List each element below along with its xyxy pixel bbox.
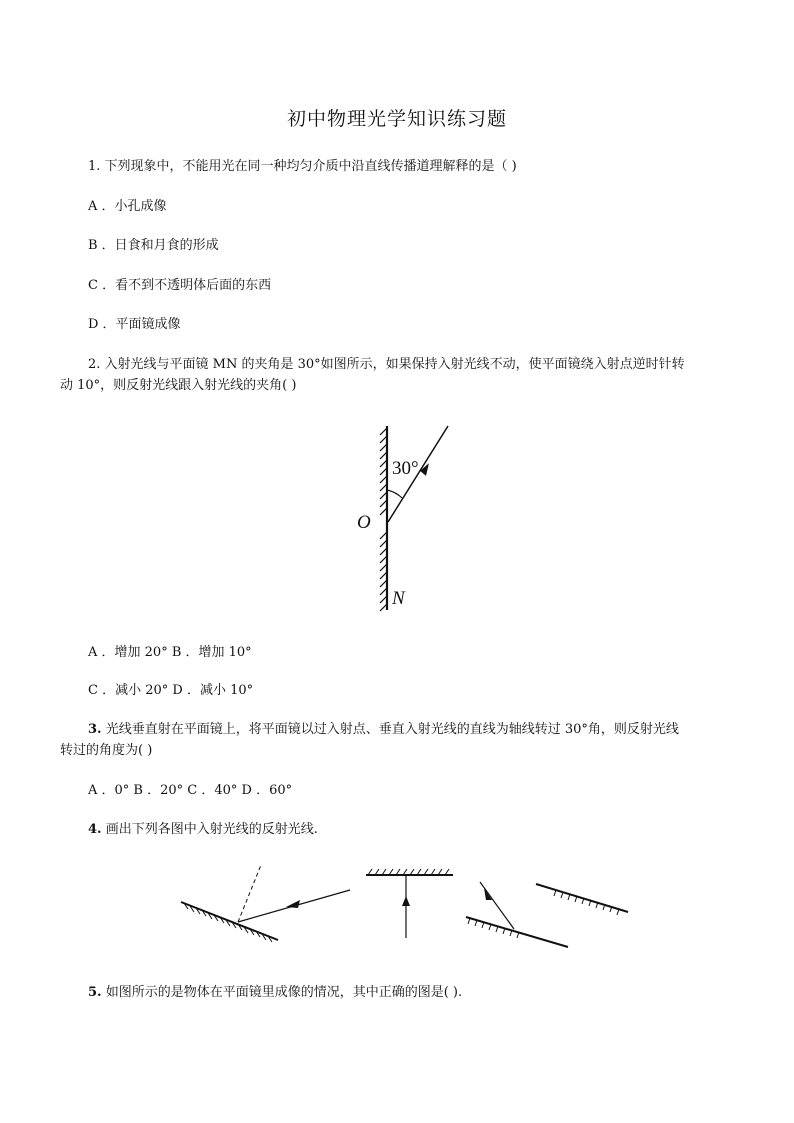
figure-3-slanted-mirror xyxy=(466,882,568,947)
q3-number: 3. xyxy=(88,722,102,737)
q4-stem-text: 画出下列各图中入射光线的反射光线. xyxy=(105,822,318,837)
q2-options-line2: C ．减小 20° D ．减小 10° xyxy=(88,683,254,698)
figure-4-slanted-mirror xyxy=(536,884,628,915)
figure-2-horizontal-mirror xyxy=(366,869,453,938)
q3-stem-line1 xyxy=(88,721,679,739)
q2-stem-line1: 2. 入射光线与平面镜 MN 的夹角是 30°如图所示，如果保持入射光线不动，使平面镜绕入射点逆时针转 xyxy=(88,357,685,372)
figure-1-slanted-mirror xyxy=(181,865,350,942)
page-title: 初中物理光学知识练习题 xyxy=(286,108,507,130)
normal-line-dashed xyxy=(238,865,261,922)
q1-option-a: A ．小孔成像 xyxy=(88,199,167,214)
q1-option-c: C ．看不到不透明体后面的东西 xyxy=(88,278,272,293)
q5-number: 5. xyxy=(88,985,102,1000)
q5-stem xyxy=(88,984,462,1002)
q2-stem-line2: 动 10°，则反射光线跟入射光线的夹角( ) xyxy=(60,378,297,393)
q3-stem-line2: 转过的角度为( ) xyxy=(60,743,153,758)
q1-stem: 1. 下列现象中，不能用光在同一种均匀介质中沿直线传播道理解释的是（ ) xyxy=(88,159,517,174)
angle-arc xyxy=(387,490,402,498)
angle-label: 30° xyxy=(392,458,419,479)
q4-reflection-figures xyxy=(178,862,633,950)
point-o-label: O xyxy=(357,512,371,533)
q1-option-b: B ．日食和月食的形成 xyxy=(88,238,219,253)
point-n-label: N xyxy=(392,588,405,609)
q5-stem-text: 如图所示的是物体在平面镜里成像的情况，其中正确的图是( ). xyxy=(105,985,463,1000)
q1-option-d: D ．平面镜成像 xyxy=(88,317,181,332)
q3-options: A ．0° B ．20° C ．40° D ．60° xyxy=(88,783,293,798)
q2-mirror-figure xyxy=(350,420,460,615)
q3-stem-text: 光线垂直射在平面镜上，将平面镜以过入射点、垂直入射光线的直线为轴线转过 30°角，则反射光线 xyxy=(105,722,679,737)
q4-number: 4. xyxy=(88,822,102,837)
q2-options-line1: A ．增加 20° B ．增加 10° xyxy=(88,645,252,660)
q4-stem xyxy=(88,821,318,839)
